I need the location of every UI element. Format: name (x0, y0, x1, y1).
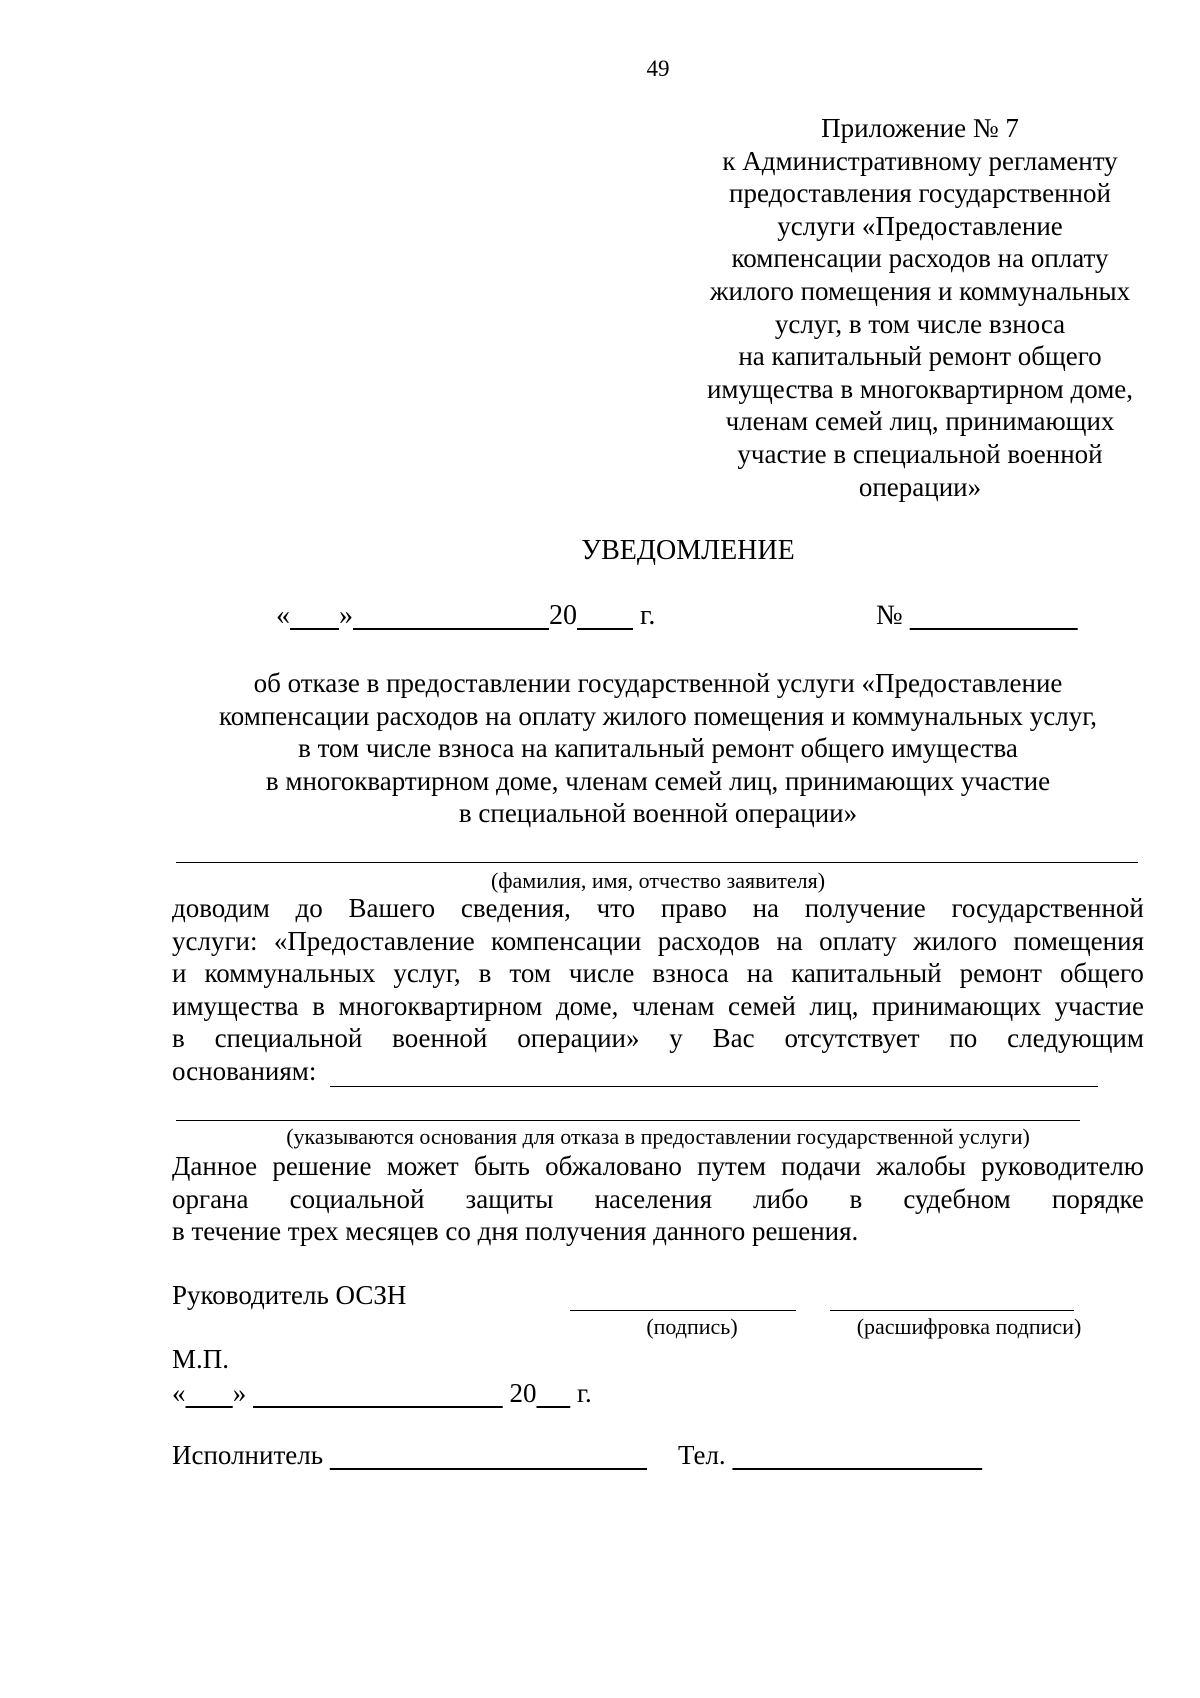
year-prefix: 20 (549, 600, 577, 631)
word: Данное (172, 1151, 258, 1181)
word: имущества (172, 990, 299, 1021)
year-suffix: г. (577, 1378, 592, 1408)
word: защиты (465, 1183, 554, 1214)
number-blank (910, 600, 1078, 631)
year-blank (577, 600, 633, 631)
phone-field (678, 1440, 982, 1471)
word: и (172, 958, 187, 989)
phone-blank (732, 1440, 982, 1470)
word: в (312, 990, 325, 1021)
word: органа (172, 1183, 249, 1214)
appendix-header (660, 112, 1180, 503)
subject-line: в специальной военной операции» (458, 798, 858, 829)
grounds-label: основаниям: (172, 1055, 317, 1086)
word: населения (594, 1183, 713, 1214)
word: отсутствует (784, 1023, 920, 1054)
applicant-caption: (фамилия, имя, отчество заявителя) (490, 868, 826, 893)
appeal-line: в течение трех месяцев со дня получения данного решения. (172, 1216, 859, 1247)
notice-number-field (876, 600, 1078, 632)
word: оплату (819, 925, 897, 956)
body-line (172, 925, 1144, 958)
word: до (295, 893, 323, 923)
word: в (172, 1023, 185, 1054)
word: Вашего (348, 893, 436, 923)
word: лиц, (809, 990, 859, 1021)
day-blank (186, 1378, 233, 1408)
appendix-line: Приложение № 7 (821, 113, 1019, 143)
word: доме, (555, 990, 619, 1021)
appendix-line: участие в специальной военной (737, 438, 1103, 469)
date-close-quote: » (232, 1378, 247, 1408)
word: взноса (652, 958, 729, 989)
month-blank (253, 1378, 503, 1408)
word: специальной (214, 1023, 363, 1054)
appendix-line: к Административному регламенту (722, 145, 1118, 176)
notice-subject (0, 667, 1200, 830)
document-title: УВЕДОМЛЕНИЕ (581, 535, 795, 566)
subject-line: компенсации расходов на оплату жилого помещения и коммунальных услуг, (219, 700, 1097, 731)
signature-date-field (172, 1378, 592, 1409)
day-blank (290, 600, 339, 631)
word: что (596, 893, 636, 923)
page-number: 49 (646, 56, 670, 81)
word: том (509, 958, 551, 989)
word: членам (631, 990, 715, 1021)
word: числе (568, 958, 635, 989)
word: государственной (951, 893, 1144, 923)
word: может (386, 1151, 459, 1181)
appendix-line: предоставления государственной (729, 178, 1111, 209)
appendix-line: жилого помещения и коммунальных (709, 275, 1131, 306)
subject-line: об отказе в предоставлении государственной услуги «Предоставление (253, 668, 1063, 698)
word: общего (1059, 958, 1144, 989)
word: на (776, 925, 803, 956)
word: у (669, 1023, 683, 1054)
word: участие (1054, 990, 1144, 1021)
date-close-quote: » (339, 600, 353, 631)
word: следующим (1007, 1023, 1144, 1054)
word: получение (804, 893, 926, 923)
word: «Предоставление (273, 925, 475, 956)
appendix-line: имущества в многоквартирном доме, (706, 373, 1134, 404)
subject-line: в том числе взноса на капитальный ремонт общего имущества (298, 733, 1018, 764)
word: по (949, 1023, 978, 1054)
word: в (849, 1183, 863, 1214)
word: капитальный (791, 958, 942, 989)
reasons-caption: (указываются основания для отказа в предоставлении государственной услуги) (286, 1124, 1030, 1149)
grounds-line-1 (330, 1086, 1098, 1087)
year-suffix: г. (640, 600, 656, 631)
executor-label: Исполнитель (172, 1440, 324, 1470)
body-line (172, 990, 1144, 1023)
appendix-line: операции» (858, 471, 982, 502)
word: сведения, (460, 893, 571, 923)
word: коммунальных (204, 958, 376, 989)
executor-field (172, 1440, 647, 1471)
word: на (746, 958, 774, 989)
body-line (172, 957, 1144, 990)
month-blank (353, 600, 549, 631)
word: расходов (657, 925, 760, 956)
word: семей (728, 990, 796, 1021)
body-line (172, 892, 1144, 925)
year-blank (537, 1378, 571, 1408)
word: порядке (1051, 1183, 1144, 1214)
appendix-line: услуг, в том числе взноса (774, 308, 1066, 339)
word: решение (272, 1151, 372, 1181)
signature-line (570, 1310, 796, 1311)
appendix-line: на капитальный ремонт общего (738, 341, 1102, 372)
word: компенсации (491, 925, 642, 956)
subject-line: в многоквартирном доме, членам семей лиц, принимающих участие (265, 765, 1051, 796)
word: помещения (1013, 925, 1144, 956)
word: на (752, 893, 779, 923)
word: ремонт (959, 958, 1042, 989)
appendix-line: членам семей лиц, принимающих (725, 406, 1115, 437)
appeal-text (172, 1150, 1144, 1248)
word: жилого (913, 925, 998, 956)
word: судебном (903, 1183, 1011, 1214)
signature-decode-caption: (расшифровка подписи) (856, 1314, 1082, 1339)
word: обжаловано (545, 1151, 682, 1181)
word: операции» (517, 1023, 640, 1054)
stamp-place-label: М.П. (172, 1344, 230, 1374)
executor-blank (330, 1440, 647, 1470)
appeal-line (172, 1183, 1144, 1216)
number-sign: № (876, 600, 903, 631)
word: принимающих (872, 990, 1042, 1021)
date-open-quote: « (172, 1378, 186, 1408)
applicant-name-line (176, 862, 1138, 863)
notice-date-field (276, 600, 655, 632)
word: военной (392, 1023, 488, 1054)
word: право (660, 893, 727, 923)
phone-label: Тел. (678, 1440, 726, 1470)
word: доводим (172, 893, 270, 923)
word: подачи (781, 1151, 861, 1181)
grounds-line-2 (176, 1120, 1080, 1121)
signature-caption: (подпись) (646, 1314, 738, 1339)
appendix-line: компенсации расходов на оплату (731, 243, 1109, 274)
word: многоквартирном (338, 990, 543, 1021)
word: услуг, (393, 958, 461, 989)
word: либо (753, 1183, 809, 1214)
word: жалобы (876, 1151, 966, 1181)
signature-decode-line (830, 1310, 1074, 1311)
word: услуги: (172, 925, 258, 956)
word: руководителю (981, 1151, 1144, 1181)
notice-body (172, 892, 1144, 1088)
date-open-quote: « (276, 600, 290, 631)
year-prefix: 20 (509, 1378, 537, 1408)
word: Вас (712, 1023, 755, 1054)
appendix-line: услуги «Предоставление (777, 210, 1063, 241)
word: путем (697, 1151, 766, 1181)
word: быть (473, 1151, 530, 1181)
head-of-office-label: Руководитель ОСЗН (172, 1280, 407, 1310)
word: в (478, 958, 492, 989)
body-line (172, 1022, 1144, 1055)
body-line (172, 1055, 1144, 1088)
appeal-line (172, 1150, 1144, 1183)
word: социальной (289, 1183, 425, 1214)
